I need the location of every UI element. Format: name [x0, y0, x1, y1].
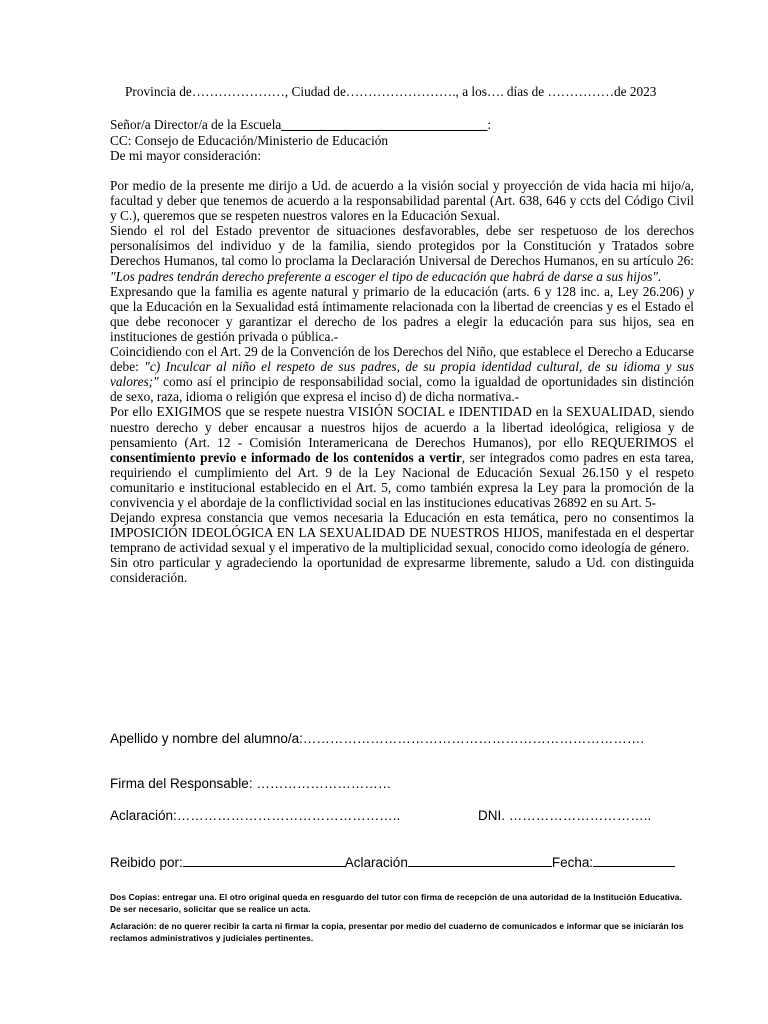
clarification-note-text: Aclaración: de no querer recibir la carta ni firmar la copia, presentar por medio del cuaderno de comunicados e informar que se iniciarán los reclamos administrativos y judiciales pertinentes. — [110, 921, 684, 943]
salutation: De mi mayor consideración: — [110, 148, 262, 163]
paragraph-convention — [110, 344, 694, 404]
received-by-blank — [183, 854, 345, 867]
clarification-row — [110, 808, 652, 823]
paragraph-state-role — [110, 223, 694, 283]
paragraph-intro: Por medio de la presente me dirijo a Ud. de acuerdo a la visión social y proyección de vida hacia mi hijo/a, facultad y deber que tenemos de acuerdo a la responsabilidad parental (Art. 638, 646 y ccts del Código Civil y C.), queremos que se respeten nuestros valores en la Educación Sexual. — [110, 178, 694, 224]
copies-note — [110, 892, 685, 915]
dni-line: DNI. ………………………….. — [478, 808, 652, 823]
p4-text-rest: como así el principio de responsabilidad social, como la igualdad de oportunidades sin distinción de sexo, raza, idioma o religión que expresa el inciso d) de dicha normativa.- — [110, 374, 694, 405]
director-suffix: : — [487, 117, 492, 132]
p5-text-rest: , ser integrados como padres en esta tarea, requiriendo el cumplimiento del Art. 9 de la Ley Nacional de Educación Sexual 26.150 y el respeto comunitario e institucional establecido en el Art. 5, como también expresa la Ley para la promoción de la convivencia y el abordaje de la conflictividad social en las instituciones educativas 26892 en su Art. 5- — [110, 449, 694, 510]
p5-bold: consentimiento previo e informado de los contenidos a vertir — [110, 449, 462, 465]
letter-body — [110, 178, 694, 586]
paragraph-closing: Sin otro particular y agradeciendo la oportunidad de expresarme libremente, saludo a Ud. con distinguida consideración. — [110, 555, 694, 586]
student-name-line: Apellido y nombre del alumno/a:…………………………………………………………………. — [110, 731, 645, 746]
director-prefix: Señor/a Director/a de la Escuela — [110, 117, 282, 132]
received-date-blank — [593, 854, 675, 867]
clarification-note — [110, 921, 685, 944]
p3-y: y — [688, 283, 694, 299]
p2-text: Siendo el rol del Estado preventor de situaciones desfavorables, debe ser respetuoso de los derechos personalísimos del individuo y de la familia, siendo protegidos por la Constitución y Tratados sobre Derechos Humanos, tal como lo proclama la Declaración Universal de Derechos Humanos, en su artículo 26: — [110, 223, 694, 269]
p3-text: Expresando que la familia es agente natural y primario de la educación (arts. 6 y 128 inc. a, Ley 26.206) — [110, 283, 689, 299]
p4-quote: "c) Inculcar al niño el respeto de sus padres, de su propia identidad cultural, de su idioma y sus valores;" — [110, 359, 694, 390]
date-place-line: Provincia de…………………, Ciudad de……………………., a los…. días de ……………de 2023 — [125, 84, 657, 99]
received-clarification-label: Aclaración — [344, 855, 408, 870]
director-line — [110, 117, 700, 133]
p4-text: Coincidiendo con el Art. 29 de la Convención de los Derechos del Niño, que establece el Derecho a Educarse debe: — [110, 344, 694, 375]
received-date-label: Fecha: — [551, 855, 594, 870]
received-label: Reibido por: — [110, 855, 183, 870]
p3-text-rest: que la Educación en la Sexualidad está íntimamente relacionada con la libertad de creencias y es el Estado el que debe reconocer y garantizar el derecho de los padres a elegir la educación para sus hijos, sea en instituciones de gestión privada o pública.- — [110, 298, 694, 344]
cc-line: CC: Consejo de Educación/Ministerio de Educación — [110, 132, 389, 148]
address-block — [110, 117, 700, 164]
responsible-signature-line: Firma del Responsable: ………………………… — [110, 776, 392, 791]
received-row — [110, 854, 675, 870]
p2-quote: "Los padres tendrán derecho preferente a escoger el tipo de educación que habrá de darse a sus hijos". — [110, 268, 662, 284]
paragraph-imposition: Dejando expresa constancia que vemos necesaria la Educación en esta temática, pero no consentimos la IMPOSICIÓN IDEOLÓGICA EN LA SEXUALIDAD DE NUESTROS HIJOS, manifestada en el despertar temprano de actividad sexual y el imperativo de la multiplicidad sexual, conocido como ideología de género. — [110, 510, 694, 556]
received-clarification-blank — [408, 854, 552, 867]
director-blank: _______________________________ — [281, 117, 488, 132]
paragraph-demand — [110, 404, 694, 510]
clarification-line: Aclaración:………………………………………….. — [110, 808, 401, 823]
p5-text: Por ello EXIGIMOS que se respete nuestra VISIÓN SOCIAL e IDENTIDAD en la SEXUALIDAD, siendo nuestro derecho y deber encausar a nuestros hijos de acuerdo a la libertad ideológica, religiosa y de pensamiento (Art. 12 - Comisión Interamericana de Derechos Humanos), por ello REQUERIMOS el — [110, 404, 694, 450]
paragraph-family — [110, 284, 694, 344]
copies-note-text: Dos Copias: entregar una. El otro original queda en resguardo del tutor con firma de recepción de una autoridad de la Institución Educativa. De ser necesario, solicitar que se realice un acta. — [110, 892, 682, 914]
